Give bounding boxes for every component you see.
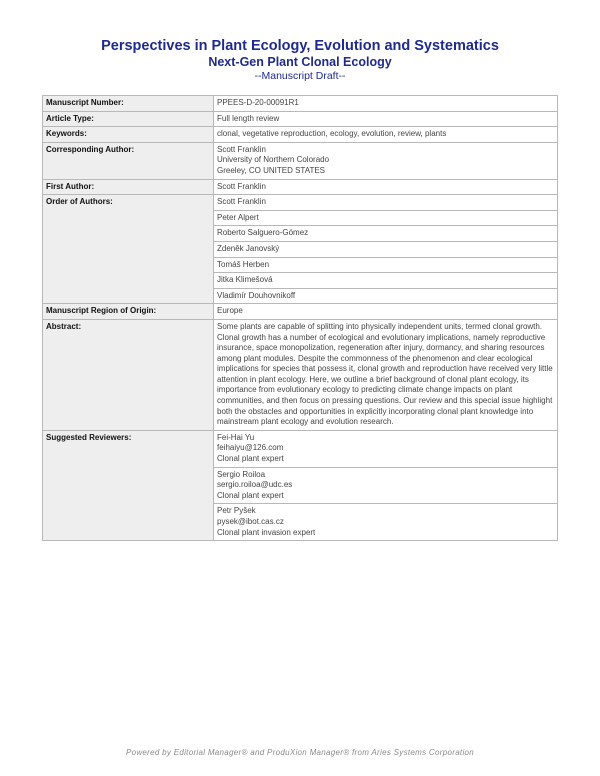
reviewer-email: feihaiyu@126.com xyxy=(217,443,284,453)
abstract-label: Abstract: xyxy=(43,319,214,430)
author-item: Peter Alpert xyxy=(214,210,558,226)
row-keywords xyxy=(43,127,558,143)
reviewer-email: sergio.roiloa@udc.es xyxy=(217,480,293,490)
row-region-of-origin xyxy=(43,304,558,320)
reviewer-item xyxy=(214,467,558,504)
row-suggested-reviewers xyxy=(43,430,558,467)
footer-credit: Powered by Editorial Manager® and ProduXion Manager® from Aries Systems Corporation xyxy=(125,748,475,757)
author-item: Scott Franklin xyxy=(214,195,558,211)
corresponding-author-label: Corresponding Author: xyxy=(43,142,214,179)
reviewer-name: Fei-Hai Yu xyxy=(217,432,255,442)
journal-title: Perspectives in Plant Ecology, Evolution and Systematics xyxy=(101,38,499,54)
article-type-value: Full length review xyxy=(214,111,558,127)
suggested-reviewers-label: Suggested Reviewers: xyxy=(43,430,214,540)
reviewer-name: Sergio Roiloa xyxy=(217,469,266,479)
row-corresponding-author xyxy=(43,142,558,179)
manuscript-number-label: Manuscript Number: xyxy=(43,96,214,112)
reviewer-note: Clonal plant invasion expert xyxy=(217,527,316,537)
author-item: Zdeněk Janovský xyxy=(214,241,558,257)
author-item: Tomáš Herben xyxy=(214,257,558,273)
corresponding-author-name: Scott Franklin xyxy=(217,144,266,154)
author-item: Vladimír Douhovnikoff xyxy=(214,288,558,304)
corresponding-author-location: Greeley, CO UNITED STATES xyxy=(217,165,326,175)
row-first-author xyxy=(43,179,558,195)
reviewer-note: Clonal plant expert xyxy=(217,490,284,500)
manuscript-info-table xyxy=(42,95,558,541)
keywords-value: clonal, vegetative reproduction, ecology, evolution, review, plants xyxy=(214,127,558,143)
article-type-label: Article Type: xyxy=(43,111,214,127)
author-item: Jitka Klimešová xyxy=(214,273,558,289)
reviewer-name: Petr Pyšek xyxy=(217,506,256,516)
region-of-origin-label: Manuscript Region of Origin: xyxy=(43,304,214,320)
keywords-label: Keywords: xyxy=(43,127,214,143)
draft-label: --Manuscript Draft-- xyxy=(254,70,346,82)
order-of-authors-label: Order of Authors: xyxy=(43,195,214,304)
reviewer-item xyxy=(214,504,558,541)
row-abstract xyxy=(43,319,558,430)
corresponding-author-institution: University of Northern Colorado xyxy=(217,155,330,165)
paper-title: Next-Gen Plant Clonal Ecology xyxy=(208,55,392,69)
manuscript-number-value: PPEES-D-20-00091R1 xyxy=(214,96,558,112)
reviewer-email: pysek@ibot.cas.cz xyxy=(217,517,284,526)
document-header xyxy=(0,38,600,83)
row-order-of-authors xyxy=(43,195,558,211)
reviewer-item xyxy=(214,430,558,467)
corresponding-author-value xyxy=(214,142,558,179)
first-author-label: First Author: xyxy=(43,179,214,195)
row-article-type xyxy=(43,111,558,127)
author-item: Roberto Salguero-Gómez xyxy=(214,226,558,242)
region-of-origin-value: Europe xyxy=(214,304,558,320)
reviewer-note: Clonal plant expert xyxy=(217,454,284,464)
row-manuscript-number xyxy=(43,96,558,112)
first-author-value: Scott Franklin xyxy=(214,179,558,195)
abstract-text: Some plants are capable of splitting into physically independent units, termed clonal growth. Clonal growth has a number of ecological and evolutionary implications, namely reproductive insurance, space monopolization, regeneration after injury, dormancy, and sharing resources among plant modules. Despite the commonness of the phenomenon and clear ecological implications for species that possess it, clonal growth and reproduction have received very little attention in plant ecology. Here, we outline a brief background of clonal plant ecology, its importance from evolutionary ecology to predicting climate change impacts on plant communities, and then focus on pressing questions. Our review and this special issue highlight both the obstacles and opportunities in explicitly incorporating clonal plant knowledge into mainstream plant ecology and evolution research. xyxy=(214,319,558,430)
